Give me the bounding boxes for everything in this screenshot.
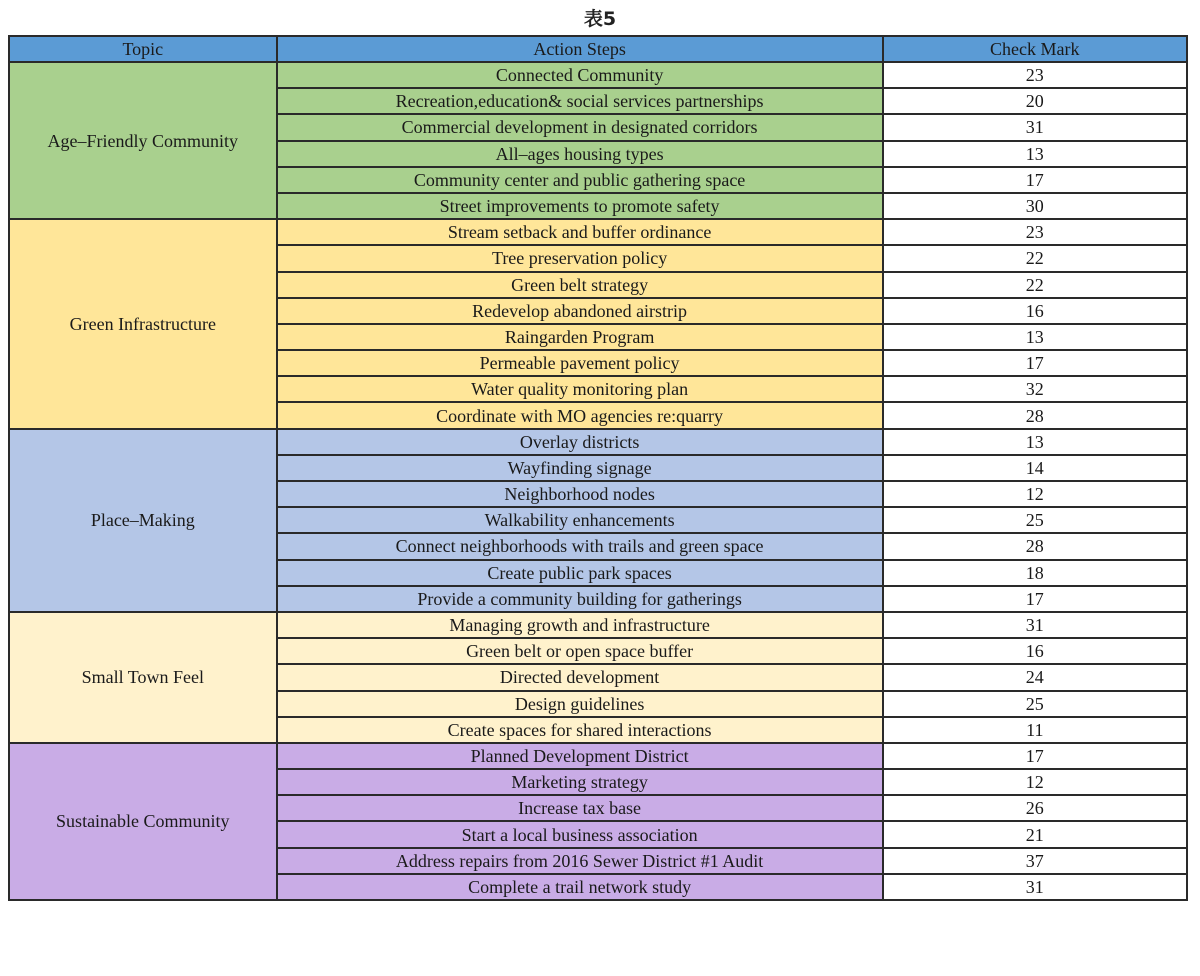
topic-cell: Age–Friendly Community <box>9 62 277 219</box>
action-step-cell: Green belt or open space buffer <box>277 638 883 664</box>
action-step-cell: Design guidelines <box>277 691 883 717</box>
table-row <box>9 743 1187 769</box>
action-step-cell: Raingarden Program <box>277 324 883 350</box>
action-step-cell: Stream setback and buffer ordinance <box>277 219 883 245</box>
action-step-cell: Walkability enhancements <box>277 507 883 533</box>
check-mark-cell: 32 <box>883 376 1187 402</box>
header-action-steps: Action Steps <box>277 36 883 62</box>
check-mark-cell: 31 <box>883 874 1187 900</box>
action-step-cell: Managing growth and infrastructure <box>277 612 883 638</box>
action-step-cell: All–ages housing types <box>277 141 883 167</box>
check-mark-cell: 25 <box>883 507 1187 533</box>
check-mark-cell: 28 <box>883 402 1187 428</box>
check-mark-cell: 26 <box>883 795 1187 821</box>
action-step-cell: Tree preservation policy <box>277 245 883 271</box>
check-mark-cell: 13 <box>883 324 1187 350</box>
check-mark-cell: 23 <box>883 219 1187 245</box>
check-mark-cell: 28 <box>883 533 1187 559</box>
check-mark-cell: 25 <box>883 691 1187 717</box>
table-row <box>9 429 1187 455</box>
check-mark-cell: 17 <box>883 350 1187 376</box>
check-mark-cell: 21 <box>883 821 1187 847</box>
action-step-cell: Coordinate with MO agencies re:quarry <box>277 402 883 428</box>
action-step-cell: Permeable pavement policy <box>277 350 883 376</box>
action-step-cell: Complete a trail network study <box>277 874 883 900</box>
check-mark-cell: 37 <box>883 848 1187 874</box>
topic-cell: Sustainable Community <box>9 743 277 900</box>
check-mark-cell: 30 <box>883 193 1187 219</box>
action-step-cell: Redevelop abandoned airstrip <box>277 298 883 324</box>
topic-cell: Green Infrastructure <box>9 219 277 429</box>
action-step-cell: Wayfinding signage <box>277 455 883 481</box>
action-step-cell: Provide a community building for gatherings <box>277 586 883 612</box>
action-step-cell: Neighborhood nodes <box>277 481 883 507</box>
table-caption: 表5 <box>583 8 617 30</box>
check-mark-cell: 18 <box>883 560 1187 586</box>
action-step-cell: Create spaces for shared interactions <box>277 717 883 743</box>
action-step-cell: Street improvements to promote safety <box>277 193 883 219</box>
check-mark-cell: 31 <box>883 114 1187 140</box>
action-step-cell: Start a local business association <box>277 821 883 847</box>
topic-cell: Small Town Feel <box>9 612 277 743</box>
check-mark-cell: 17 <box>883 743 1187 769</box>
action-step-cell: Increase tax base <box>277 795 883 821</box>
action-step-cell: Create public park spaces <box>277 560 883 586</box>
action-step-cell: Recreation,education& social services partnerships <box>277 88 883 114</box>
action-step-cell: Community center and public gathering space <box>277 167 883 193</box>
check-mark-cell: 24 <box>883 664 1187 690</box>
action-step-cell: Marketing strategy <box>277 769 883 795</box>
check-mark-cell: 22 <box>883 245 1187 271</box>
header-row <box>9 36 1187 62</box>
table-row <box>9 219 1187 245</box>
topic-cell: Place–Making <box>9 429 277 612</box>
action-step-cell: Overlay districts <box>277 429 883 455</box>
check-mark-cell: 22 <box>883 272 1187 298</box>
table-row <box>9 612 1187 638</box>
check-mark-cell: 17 <box>883 167 1187 193</box>
check-mark-cell: 13 <box>883 141 1187 167</box>
check-mark-cell: 12 <box>883 481 1187 507</box>
table-body <box>9 62 1187 900</box>
action-step-cell: Green belt strategy <box>277 272 883 298</box>
action-steps-table <box>8 35 1188 901</box>
action-step-cell: Address repairs from 2016 Sewer District #1 Audit <box>277 848 883 874</box>
check-mark-cell: 16 <box>883 638 1187 664</box>
action-step-cell: Directed development <box>277 664 883 690</box>
check-mark-cell: 16 <box>883 298 1187 324</box>
check-mark-cell: 11 <box>883 717 1187 743</box>
header-topic: Topic <box>9 36 277 62</box>
check-mark-cell: 17 <box>883 586 1187 612</box>
check-mark-cell: 13 <box>883 429 1187 455</box>
check-mark-cell: 12 <box>883 769 1187 795</box>
action-step-cell: Commercial development in designated corridors <box>277 114 883 140</box>
action-step-cell: Water quality monitoring plan <box>277 376 883 402</box>
table-row <box>9 62 1187 88</box>
check-mark-cell: 31 <box>883 612 1187 638</box>
check-mark-cell: 20 <box>883 88 1187 114</box>
check-mark-cell: 23 <box>883 62 1187 88</box>
action-step-cell: Connect neighborhoods with trails and green space <box>277 533 883 559</box>
action-step-cell: Planned Development District <box>277 743 883 769</box>
action-step-cell: Connected Community <box>277 62 883 88</box>
check-mark-cell: 14 <box>883 455 1187 481</box>
header-check-mark: Check Mark <box>883 36 1187 62</box>
